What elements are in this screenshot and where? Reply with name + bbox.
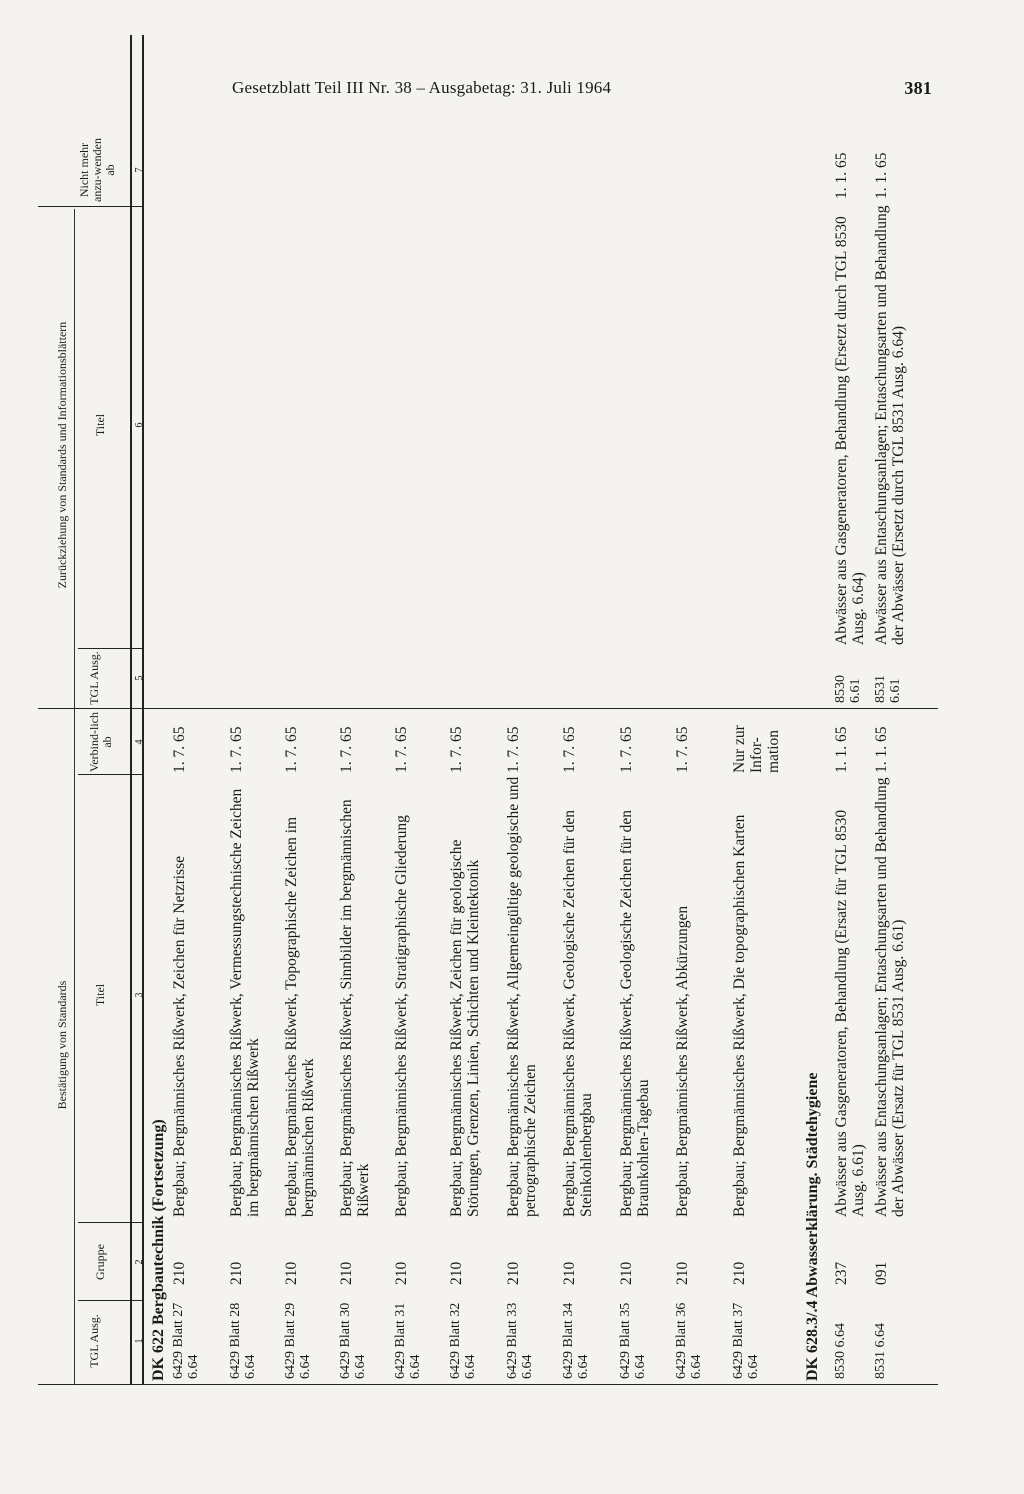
titel-cell: Bergbau; Bergmännisches Rißwerk, Vermessungstechnische Zeichen im bergmännischen Rißwerk: [228, 788, 262, 1217]
col-header-verbindlich: Verbind-lich ab: [87, 712, 114, 772]
titel-cell: Bergbau; Bergmännisches Rißwerk, Geologische Zeichen für den Steinkohlenbergbau: [561, 809, 595, 1217]
tgl-cell: 8530 6.64: [833, 1323, 848, 1379]
tgl-cell: 6429 Blatt 37 6.64: [731, 1302, 761, 1379]
tgl-cell: 6429 Blatt 34 6.64: [561, 1302, 591, 1379]
col-divider-5: [78, 648, 142, 649]
group-left-caption: Bestätigung von Standards: [55, 980, 69, 1110]
gruppe-cell: 210: [393, 1261, 410, 1285]
col-header-tgl: TGL Ausg.: [87, 1314, 101, 1368]
col-header-tgl2: TGL Ausg.: [87, 651, 101, 705]
titel-cell: Bergbau; Bergmännisches Rißwerk, Zeichen für geologische Störungen, Grenzen, Linien, Schichten und Kleintektonik: [448, 839, 482, 1217]
col-divider-3: [78, 774, 142, 775]
tgl-cell: 6429 Blatt 27 6.64: [171, 1302, 201, 1379]
verbindlich-cell: 1. 7. 65: [674, 726, 691, 773]
verbindlich-cell: 1. 7. 65: [505, 726, 522, 773]
col-header-titel: Titel: [93, 983, 107, 1007]
tgl-cell: 6429 Blatt 28 6.64: [228, 1302, 258, 1379]
col-header-titel2: Titel: [93, 413, 107, 437]
page-number: 381: [904, 78, 932, 98]
tgl-cell: 6429 Blatt 32 6.64: [448, 1302, 478, 1379]
gruppe-cell: 210: [505, 1261, 522, 1285]
gruppe-cell: 210: [448, 1261, 465, 1285]
gruppe-cell: 210: [338, 1261, 355, 1285]
gruppe-cell: 091: [873, 1261, 890, 1285]
titel-cell: Bergbau; Bergmännisches Rißwerk, Allgemeingültige geologische und petrographische Zeichen: [505, 776, 539, 1217]
gruppe-cell: 210: [228, 1261, 245, 1285]
titel-cell: Bergbau; Bergmännisches Rißwerk, Topographische Zeichen im bergmännischen Rißwerk: [283, 816, 317, 1217]
tgl-cell: 8531 6.64: [873, 1323, 888, 1379]
header-title: Gesetzblatt Teil III Nr. 38 – Ausgabetag: 31. Juli 1964: [232, 78, 612, 97]
tgl2-cell: 8531 6.61: [873, 675, 903, 703]
tgl2-cell: 8530 6.61: [833, 675, 863, 703]
verbindlich-cell: 1. 7. 65: [283, 726, 300, 773]
gruppe-cell: 210: [171, 1261, 188, 1285]
verbindlich-cell: 1. 1. 65: [833, 726, 850, 773]
nicht-mehr-cell: 1. 1. 65: [873, 152, 890, 199]
gruppe-cell: 210: [283, 1261, 300, 1285]
verbindlich-cell: 1. 1. 65: [873, 726, 890, 773]
group-right-rule: [74, 209, 75, 709]
titel-cell: Abwässer aus Gasgeneratoren, Behandlung (Ersatz für TGL 8530 Ausg. 6.61): [833, 809, 867, 1217]
rotated-table: [38, 35, 938, 1385]
verbindlich-cell: 1. 7. 65: [393, 726, 410, 773]
titel-cell: Bergbau; Bergmännisches Rißwerk, Die topographischen Karten: [731, 814, 748, 1217]
verbindlich-cell: 1. 7. 65: [561, 726, 578, 773]
gruppe-cell: 210: [731, 1261, 748, 1285]
gruppe-cell: 210: [561, 1261, 578, 1285]
tgl-cell: 6429 Blatt 36 6.64: [674, 1302, 704, 1379]
col-number-2: 2: [134, 1259, 145, 1265]
col-number-6: 6: [134, 422, 145, 428]
section-heading: DK 628.3/.4 Abwasserklärung. Städtehygiene: [804, 1072, 821, 1381]
table-left-border: [38, 1384, 938, 1385]
tgl-cell: 6429 Blatt 35 6.64: [618, 1302, 648, 1379]
titel2-cell: Abwässer aus Entaschungsanlagen; Entaschungsarten und Behandlung der Abwässer (Ersetzt durch TGL 8531 Ausg. 6.64): [873, 205, 907, 645]
col-header-gruppe: Gruppe: [93, 1244, 107, 1280]
group-left-rule: [74, 709, 75, 1385]
titel-cell: Bergbau; Bergmännisches Rißwerk, Sinnbilder im bergmännischen Rißwerk: [338, 799, 372, 1217]
verbindlich-cell: 1. 7. 65: [171, 726, 188, 773]
tgl-cell: 6429 Blatt 33 6.64: [505, 1302, 535, 1379]
col-number-5: 5: [134, 675, 145, 681]
tgl-cell: 6429 Blatt 31 6.64: [393, 1302, 423, 1379]
titel-cell: Bergbau; Bergmännisches Rißwerk, Abkürzungen: [674, 905, 691, 1217]
verbindlich-cell: 1. 7. 65: [338, 726, 355, 773]
col-divider-1: [78, 1300, 142, 1301]
col-number-4: 4: [134, 739, 145, 745]
titel-cell: Bergbau; Bergmännisches Rißwerk, Stratigraphische Gliederung: [393, 815, 410, 1217]
col-header-nicht-mehr: Nicht mehr anzu-wenden ab: [77, 138, 117, 202]
nicht-mehr-cell: 1. 1. 65: [833, 152, 850, 199]
section-heading: DK 622 Bergbautechnik (Fortsetzung): [150, 1119, 167, 1381]
verbindlich-cell: Nur zur Infor-mation: [731, 725, 782, 773]
titel2-cell: Abwässer aus Gasgeneratoren, Behandlung (Ersetzt durch TGL 8530 Ausg. 6.64): [833, 216, 867, 645]
gruppe-cell: 210: [674, 1261, 691, 1285]
titel-cell: Bergbau; Bergmännisches Rißwerk, Zeichen für Netzrisse: [171, 856, 188, 1217]
col-number-3: 3: [134, 992, 145, 998]
verbindlich-cell: 1. 7. 65: [618, 726, 635, 773]
col-number-1: 1: [134, 1338, 145, 1344]
titel-cell: Abwässer aus Entaschungsanlagen; Entaschungsarten und Behandlung der Abwässer (Ersatz für TGL 8531 Ausg. 6.61): [873, 777, 907, 1217]
col-divider-2: [78, 1222, 142, 1223]
tgl-cell: 6429 Blatt 29 6.64: [283, 1302, 313, 1379]
gruppe-cell: 237: [833, 1261, 850, 1285]
col-divider-6: [38, 206, 142, 207]
tgl-cell: 6429 Blatt 30 6.64: [338, 1302, 368, 1379]
verbindlich-cell: 1. 7. 65: [448, 726, 465, 773]
group-divider: [38, 708, 938, 709]
titel-cell: Bergbau; Bergmännisches Rißwerk, Geologische Zeichen für den Braunkohlen-Tagebau: [618, 809, 652, 1217]
col-number-7: 7: [134, 167, 145, 173]
verbindlich-cell: 1. 7. 65: [228, 726, 245, 773]
group-right-caption: Zurückziehung von Standards und Informationsblättern: [55, 321, 69, 589]
gruppe-cell: 210: [618, 1261, 635, 1285]
